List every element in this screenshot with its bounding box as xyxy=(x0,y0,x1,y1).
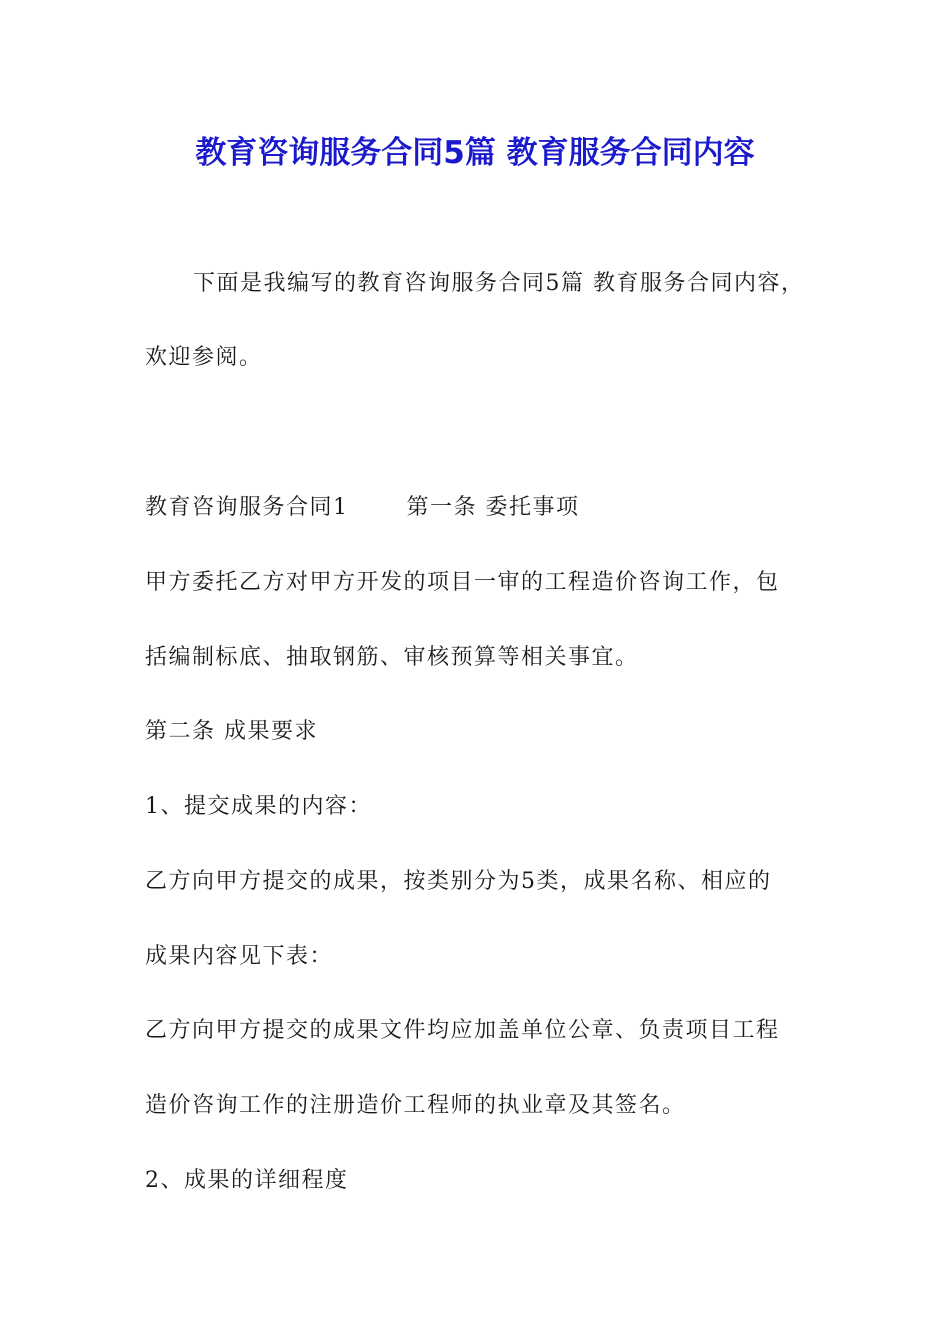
intro-paragraph-line-1: 下面是我编写的教育咨询服务合同5篇 教育服务合同内容， xyxy=(193,271,805,296)
document-title: 教育咨询服务合同5篇 教育服务合同内容 xyxy=(195,135,755,171)
item-1-heading: 1、提交成果的内容： xyxy=(145,794,372,819)
item-1-line-3: 乙方向甲方提交的成果文件均应加盖单位公章、负责项目工程 xyxy=(145,1018,780,1043)
item-2-heading: 2、成果的详细程度 xyxy=(145,1168,349,1193)
contract-heading-row xyxy=(145,492,580,524)
item-1-line-2: 成果内容见下表： xyxy=(145,944,334,969)
article-1-line-2: 括编制标底、抽取钢筋、审核预算等相关事宜。 xyxy=(145,645,639,670)
item-1-line-1: 乙方向甲方提交的成果，按类别分为5类，成果名称、相应的 xyxy=(145,869,772,894)
article-1-line-1: 甲方委托乙方对甲方开发的项目一审的工程造价咨询工作，包 xyxy=(145,570,780,595)
article-1-heading: 第一条 委托事项 xyxy=(406,495,580,520)
item-1-line-4: 造价咨询工作的注册造价工程师的执业章及其签名。 xyxy=(145,1093,686,1118)
article-2-heading: 第二条 成果要求 xyxy=(145,719,318,744)
contract-heading: 教育咨询服务合同1 xyxy=(145,495,349,520)
intro-paragraph-line-2: 欢迎参阅。 xyxy=(145,345,263,370)
